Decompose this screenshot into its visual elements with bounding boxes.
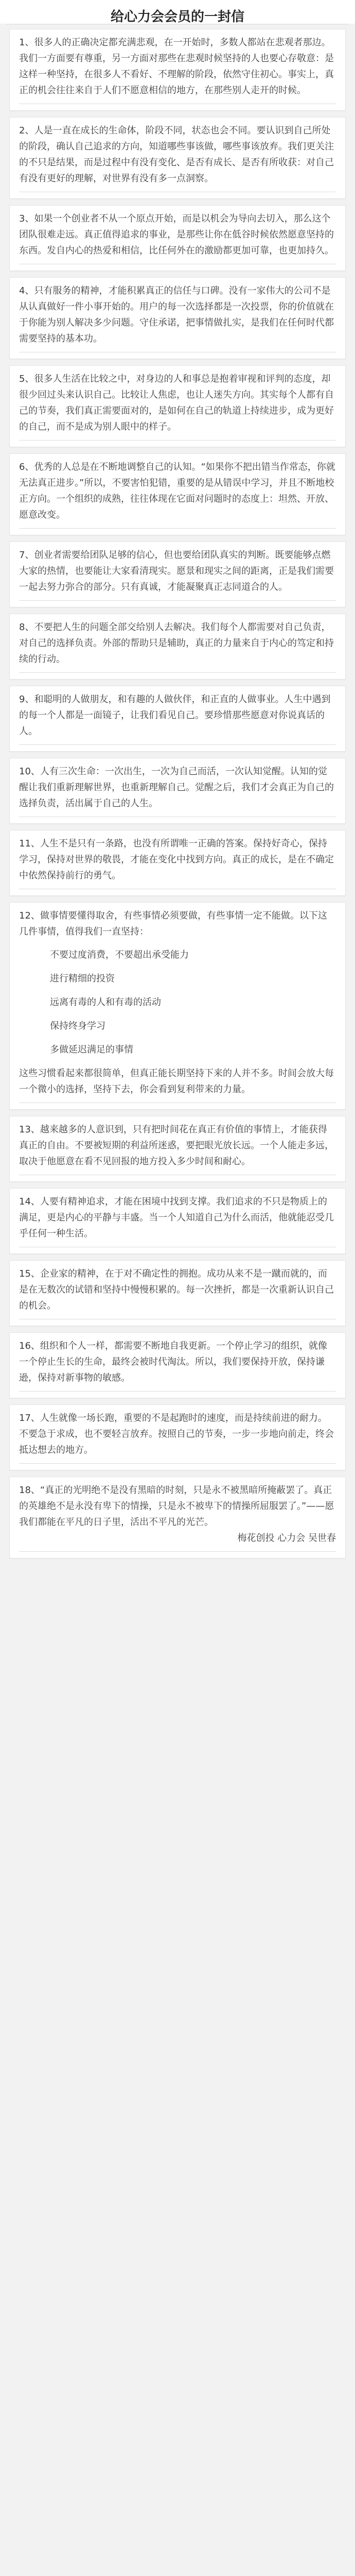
section-paragraph: 这些习惯看起来都很简单，但真正能长期坚持下来的人并不多。时间会放大每一个微小的选择，坚持下去，你会看到复利带来的力量。 <box>19 1068 334 1095</box>
section-paragraph: 18、“真正的光明绝不是没有黑暗的时刻，只是永不被黑暗所掩蔽罢了。真正的英雄绝不是永没有卑下的情操，只是永不被卑下的情操所屈服罢了。”——愿我们都能在平凡的日子里，活出不平凡的光芒。 <box>19 1485 334 1528</box>
letter-section <box>9 453 346 535</box>
letter-section <box>9 541 346 607</box>
section-paragraph: 11、人生不是只有一条路，也没有所谓唯一正确的答案。保持好奇心，保持学习，保持对世界的敬畏，才能在变化中找到方向。真正的成长，是在不确定中依然保持前行的勇气。 <box>19 838 334 881</box>
letter-section <box>9 1477 346 1558</box>
letter-section <box>9 902 346 1110</box>
section-paragraph: 1、很多人的正确决定都充满悲观，在一开始时，多数人都站在悲观者那边。我们一方面要有尊重，另一方面对那些在悲观时候坚持的人也要心存敬意：是这样一种坚持，在很多人不看好、不理解的阶段，依然守住初心。事实上，真正的机会往往来自于人们不愿意相信的地方，在那些别人走开的时候。 <box>19 37 334 96</box>
principles-list <box>19 947 336 1058</box>
letter-section <box>9 1260 346 1326</box>
letter-section <box>9 205 346 271</box>
section-divider <box>19 600 336 601</box>
letter-section <box>9 117 346 199</box>
section-paragraph: 9、和聪明的人做朋友，和有趣的人做伙伴，和正直的人做事业。人生中遇到的每一个人都是一面镜子，让我们看见自己。要珍惜那些愿意对你说真话的人。 <box>19 694 331 737</box>
letter-section <box>9 830 346 896</box>
section-divider <box>19 1463 336 1464</box>
letter-section <box>9 686 346 752</box>
letter-section <box>9 758 346 824</box>
letter-section <box>9 1404 346 1470</box>
letter-section <box>9 277 346 359</box>
section-paragraph: 15、企业家的精神，在于对不确定性的拥抱。成功从来不是一蹴而就的，而是在无数次的试错和坚持中慢慢积累的。每一次挫折，都是一次重新认识自己的机会。 <box>19 1268 334 1311</box>
section-paragraph: 13、越来越多的人意识到，只有把时间花在真正有价值的事情上，才能获得真正的自由。不要被短期的利益所迷惑，要把眼光放长远。一个人能走多远，取决于他愿意在看不见回报的地方投入多少时间和耐心。 <box>19 1124 334 1167</box>
section-paragraph: 8、不要把人生的问题全部交给别人去解决。我们每个人都需要对自己负责，对自己的选择负责。外部的帮助只是辅助，真正的力量来自于内心的笃定和持续的行动。 <box>19 622 334 665</box>
list-item: 远离有毒的人和有毒的活动 <box>50 997 161 1008</box>
section-paragraph: 10、人有三次生命：一次出生，一次为自己而活，一次认知觉醒。认知的觉醒让我们重新理解世界，也重新理解自己。觉醒之后，我们才会真正为自己的选择负责，活出属于自己的人生。 <box>19 766 334 809</box>
section-divider <box>19 1551 336 1552</box>
section-paragraph: 7、创业者需要给团队足够的信心，但也要给团队真实的判断。既要能够点燃大家的热情，也要能让大家看清现实。愿景和现实之间的距离，正是我们需要一起去努力弥合的部分。只有真诚，才能凝聚真正志同道合的人。 <box>19 550 334 592</box>
list-item: 不要过度消费，不要超出承受能力 <box>50 950 189 960</box>
section-divider <box>19 1391 336 1392</box>
section-divider <box>19 672 336 673</box>
section-paragraph: 5、很多人生活在比较之中，对身边的人和事总是抱着审视和评判的态度，却很少回过头来认识自己。比较让人焦虑，也让人迷失方向。其实每个人都有自己的节奏，我们真正需要面对的，是如何在自己的轨道上持续进步，成为更好的自己，而不是成为别人眼中的样子。 <box>19 374 334 432</box>
section-paragraph: 16、组织和个人一样，都需要不断地自我更新。一个停止学习的组织，就像一个停止生长的生命，最终会被时代淘汰。所以，我们要保持开放，保持谦逊，保持对新事物的敏感。 <box>19 1341 327 1383</box>
section-paragraph: 12、做事情要懂得取舍，有些事情必须要做，有些事情一定不能做。以下这几件事情，值得我们一直坚持： <box>19 910 327 937</box>
section-paragraph: 3、如果一个创业者不从一个原点开始，而是以机会为导向去切入，那么这个团队很难走远。真正值得追求的事业，是那些让你在低谷时候依然愿意坚持的东西。发自内心的热爱和相信，比任何外在的激励都更加可靠，也更加持久。 <box>19 213 334 256</box>
list-item: 进行精细的投资 <box>50 973 115 984</box>
list-item: 多做延迟满足的事情 <box>50 1044 133 1055</box>
signature: 梅花创投 心力会 吴世春 <box>237 1533 336 1544</box>
section-paragraph: 4、只有服务的精神，才能积累真正的信任与口碑。没有一家伟大的公司不是从认真做好一件小事开始的。用户的每一次选择都是一次投票，你的价值就在于你能为别人解决多少问题。守住承诺，把事情做扎实，是我们在任何时代都需要坚持的基本功。 <box>19 285 334 344</box>
letter-section <box>9 614 346 680</box>
letter-section <box>9 1116 346 1182</box>
section-paragraph: 17、人生就像一场长跑，重要的不是起跑时的速度，而是持续前进的耐力。不要急于求成，也不要轻言放弃。按照自己的节奏，一步一步地向前走，终会抵达想去的地方。 <box>19 1413 334 1455</box>
section-paragraph: 2、人是一直在成长的生命体，阶段不同，状态也会不同。要认识到自己所处的阶段，确认自己追求的方向，知道哪些事该做，哪些事该放弃。我们更关注的不只是结果，而是过程中有没有变化、是否有成长、是否有所收获：对自己有没有更好的理解，对世界有没有多一点洞察。 <box>19 125 334 184</box>
page-title: 给心力会会员的一封信 <box>0 0 355 24</box>
letter-section <box>9 1188 346 1254</box>
letter-section <box>9 365 346 447</box>
letter-section <box>9 1332 346 1398</box>
section-paragraph: 6、优秀的人总是在不断地调整自己的认知。“如果你不把出错当作常态，你就无法真正进步。”所以，不要害怕犯错，重要的是从错误中学习，并且不断地校正方向。一个组织的成熟，往往体现在它面对问题时的态度上：坦然、开放、愿意改变。 <box>19 462 335 520</box>
letter-body <box>0 25 355 1558</box>
list-item: 保持终身学习 <box>50 1021 105 1031</box>
letter-section <box>9 29 346 111</box>
section-divider <box>19 744 336 745</box>
section-paragraph: 14、人要有精神追求，才能在困境中找到支撑。我们追求的不只是物质上的满足，更是内心的平静与丰盛。当一个人知道自己为什么而活，他就能忍受几乎任何一种生活。 <box>19 1196 334 1239</box>
section-divider <box>19 528 336 529</box>
